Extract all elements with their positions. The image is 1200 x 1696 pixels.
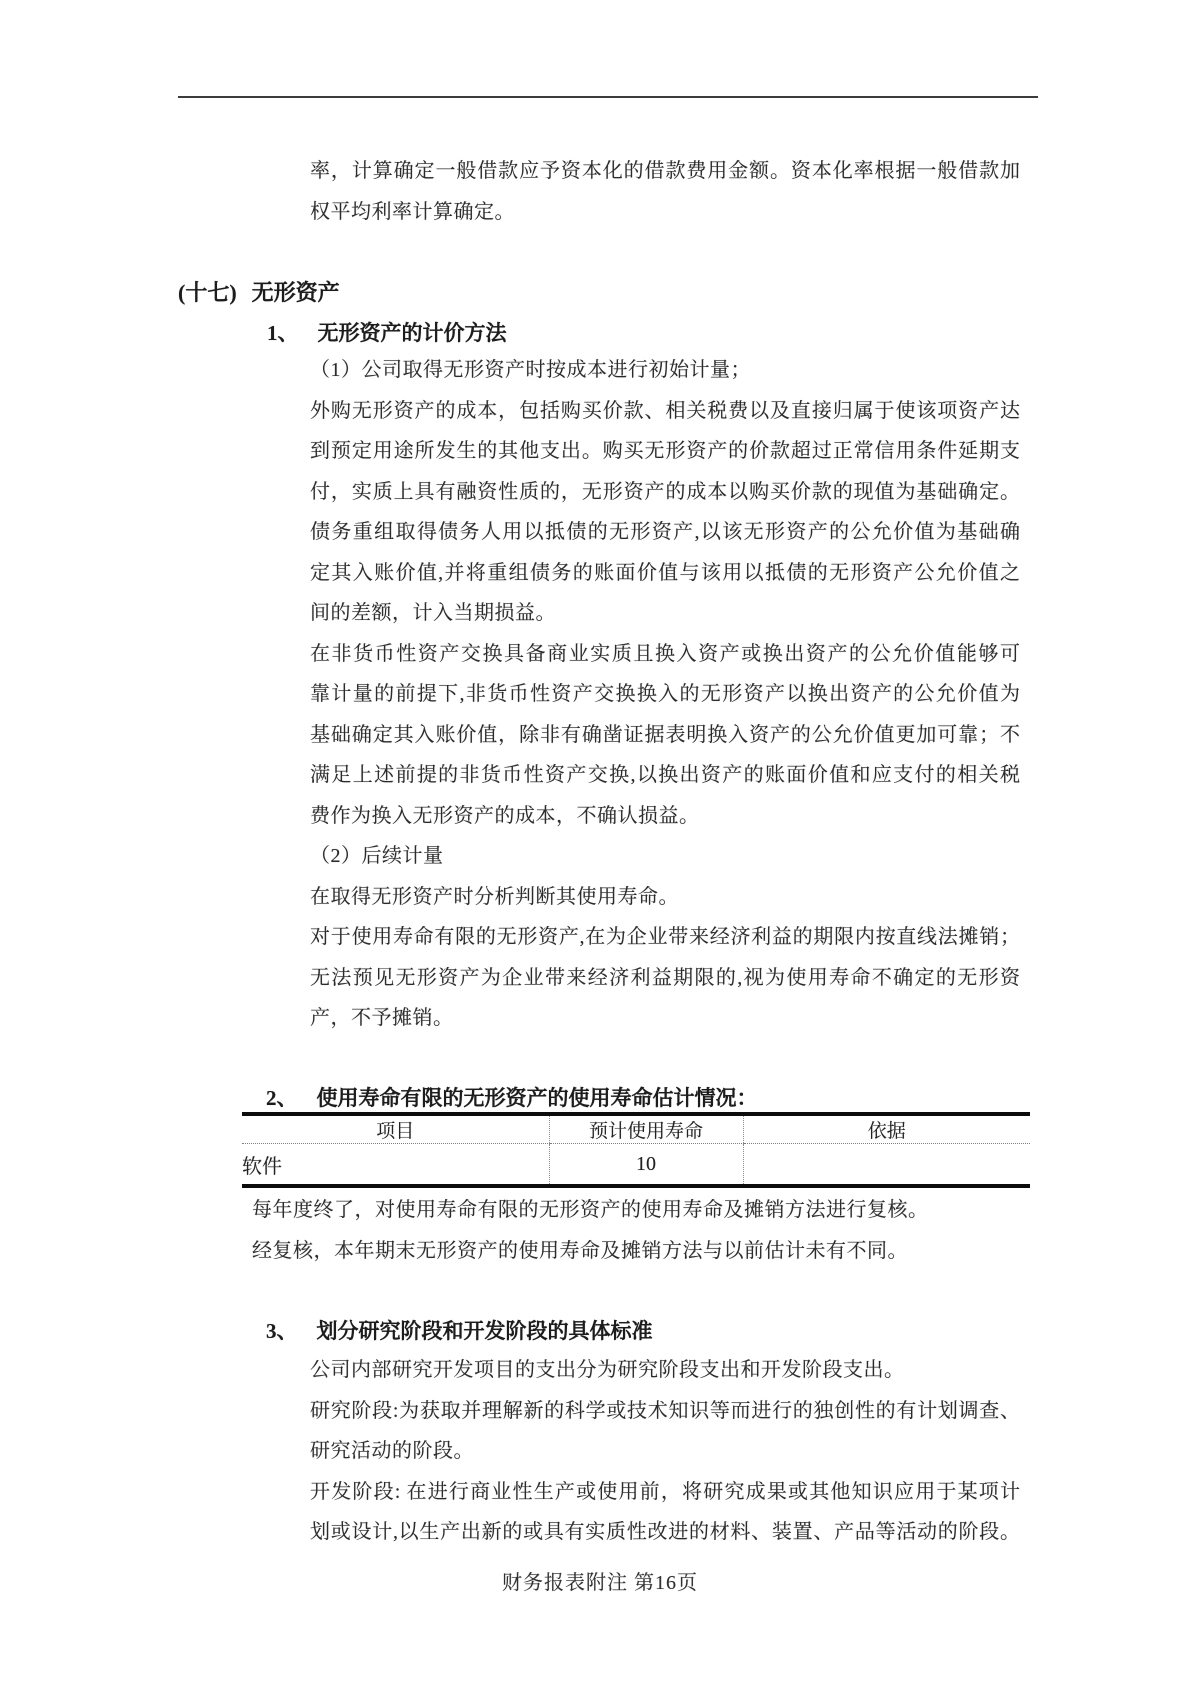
item-2-title: 使用寿命有限的无形资产的使用寿命估计情况： [316,1086,758,1110]
paragraph-line: 无法预见无形资产为企业带来经济利益期限的,视为使用寿命不确定的无形资 [310,966,1020,989]
section-title: 无形资产 [251,279,340,305]
item-1-title: 无形资产的计价方法 [317,321,507,345]
paragraph-line: 基础确定其入账价值，除非有确凿证据表明换入资产的公允价值更加可靠；不 [310,723,1020,746]
paragraph-line: 经复核，本年期末无形资产的使用寿命及摊销方法与以前估计未有不同。 [252,1239,908,1262]
col-header-basis: 依据 [743,1114,1030,1144]
table-header-row [242,1114,1030,1144]
item-1-heading [267,318,507,346]
paragraph-line: 公司内部研究开发项目的支出分为研究阶段支出和开发阶段支出。 [310,1359,905,1381]
useful-life-table [242,1112,1030,1188]
paragraph-line: 对于使用寿命有限的无形资产,在为企业带来经济利益的期限内按直线法摊销； [310,926,1020,948]
item-3-number: 3、 [266,1319,298,1343]
after-table-paragraph [252,1190,1040,1271]
paragraph-line: （1）公司取得无形资产时按成本进行初始计量； [310,359,751,381]
table-row [242,1144,1030,1187]
cell-item-software: 软件 [242,1155,282,1178]
intro-paragraph [310,151,1020,232]
paragraph-line: 在非货币性资产交换具备商业实质且换入资产或换出资产的公允价值能够可 [310,642,1020,665]
item-2-heading [266,1083,758,1111]
cell-basis-empty [743,1144,1030,1187]
paragraph-line: 间的差额，计入当期损益。 [310,602,556,624]
item-3-body [310,1350,1020,1553]
paragraph-line: 定其入账价值,并将重组债务的账面价值与该用以抵债的无形资产公允价值之 [310,561,1020,584]
item-2-number: 2、 [266,1086,298,1110]
paragraph-line: 满足上述前提的非货币性资产交换,以换出资产的账面价值和应支付的相关税 [310,764,1020,786]
paragraph-line: 产，不予摊销。 [310,1007,454,1029]
paragraph-line: 费作为换入无形资产的成本，不确认损益。 [310,804,700,827]
paragraph-line: （2）后续计量 [310,845,444,867]
item-3-heading [266,1316,653,1344]
paragraph-line: 每年度终了，对使用寿命有限的无形资产的使用寿命及摊销方法进行复核。 [252,1199,929,1221]
paragraph-line: 到预定用途所发生的其他支出。购买无形资产的价款超过正常信用条件延期支 [310,440,1020,462]
item-1-body [310,350,1020,1039]
col-header-item: 项目 [242,1114,549,1144]
cell-useful-life-value: 10 [549,1144,743,1187]
section-number: (十七) [178,279,237,305]
page-footer: 财务报表附注 第16页 [502,1572,698,1594]
paragraph-line: 开发阶段: 在进行商业性生产或使用前，将研究成果或其他知识应用于某项计 [310,1480,1020,1503]
paragraph-line: 付，实质上具有融资性质的，无形资产的成本以购买价款的现值为基础确定。 [310,480,1020,503]
paragraph-line: 权平均利率计算确定。 [310,200,515,223]
paragraph-line: 研究阶段:为获取并理解新的科学或技术知识等而进行的独创性的有计划调查、 [310,1399,1020,1422]
paragraph-line: 在取得无形资产时分析判断其使用寿命。 [310,885,679,908]
paragraph-line: 率，计算确定一般借款应予资本化的借款费用金额。资本化率根据一般借款加 [310,160,1020,182]
item-1-number: 1、 [267,321,299,345]
section-heading [178,277,340,305]
col-header-expected-useful-life: 预计使用寿命 [549,1114,743,1144]
paragraph-line: 外购无形资产的成本，包括购买价款、相关税费以及直接归属于使该项资产达 [310,399,1020,422]
paragraph-line: 研究活动的阶段。 [310,1440,474,1462]
paragraph-line: 靠计量的前提下,非货币性资产交换换入的无形资产以换出资产的公允价值为 [310,683,1020,705]
item-3-title: 划分研究阶段和开发阶段的具体标准 [316,1319,653,1343]
header-rule [178,96,1038,98]
paragraph-line: 债务重组取得债务人用以抵债的无形资产,以该无形资产的公允价值为基础确 [310,521,1020,543]
paragraph-line: 划或设计,以生产出新的或具有实质性改进的材料、装置、产品等活动的阶段。 [310,1521,1020,1543]
